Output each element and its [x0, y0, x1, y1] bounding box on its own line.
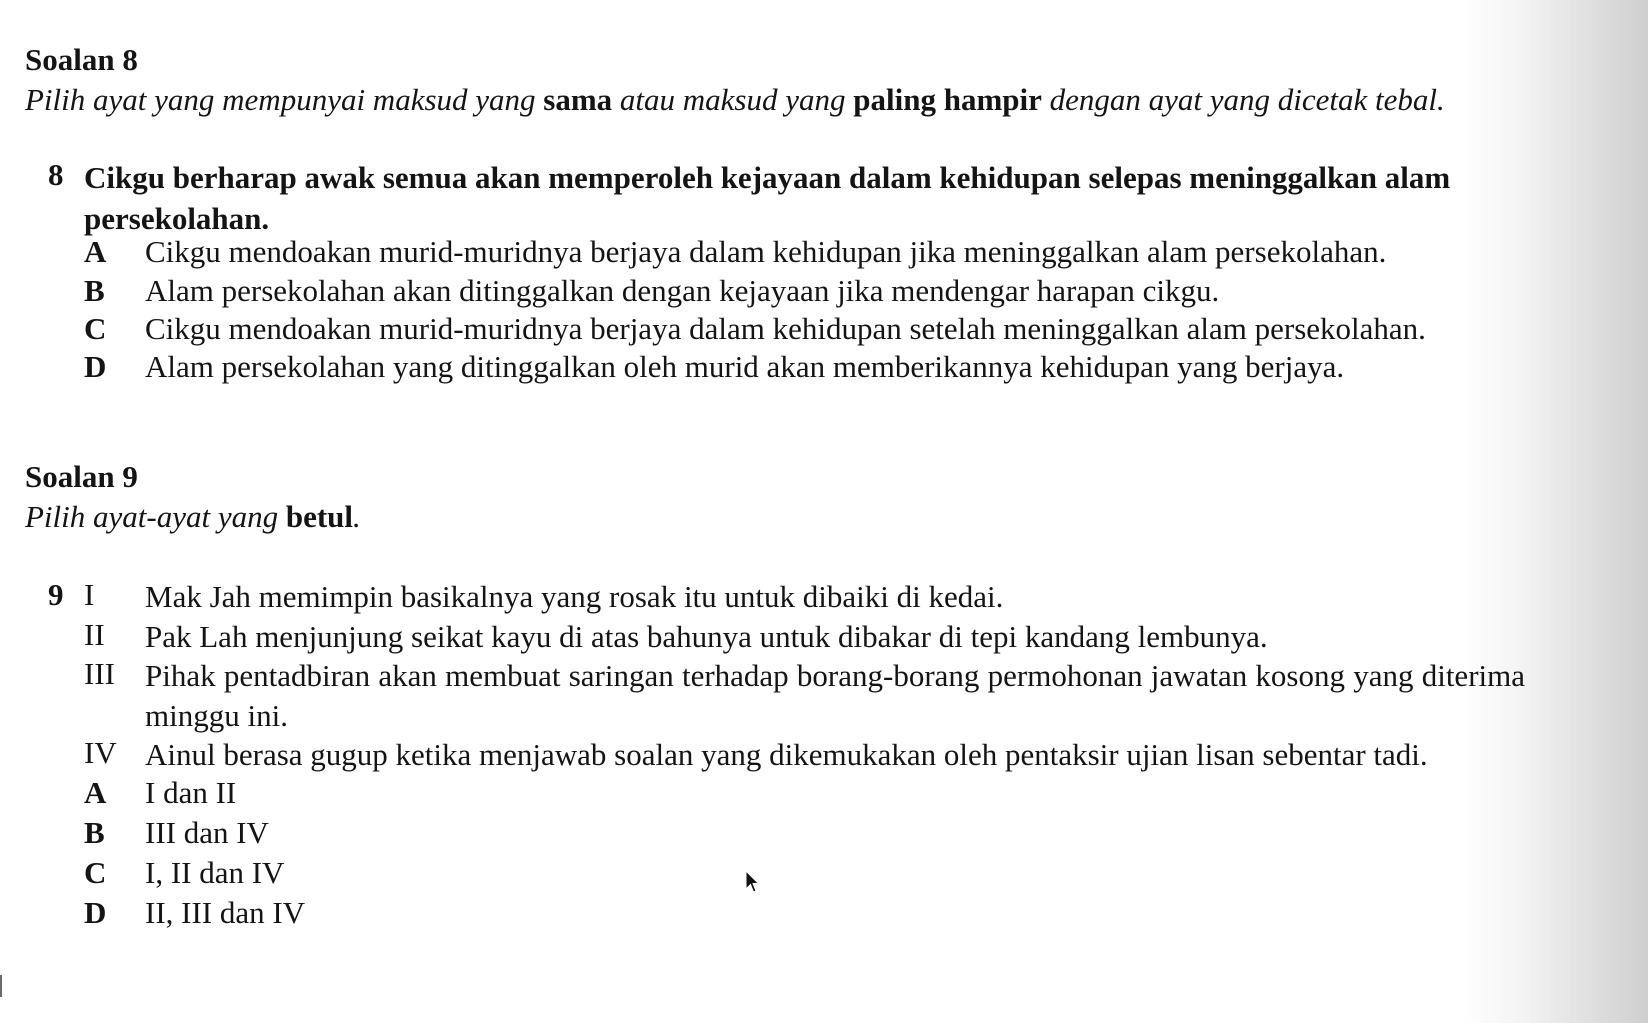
option-text: III dan IV [145, 815, 269, 850]
instruction-bold-text: sama [543, 82, 613, 117]
instruction-bold-text: betul [285, 499, 354, 534]
option-text: Cikgu mendoakan murid-muridnya berjaya dalam kehidupan setelah meninggalkan alam persekolahan. [145, 311, 1426, 346]
option-text: I dan II [145, 775, 237, 810]
option-text: Alam persekolahan akan ditinggalkan dengan kejayaan jika mendengar harapan cikgu. [145, 273, 1220, 308]
option-letter: D [84, 349, 107, 384]
option-letter: B [84, 815, 105, 850]
option-letter: D [84, 895, 107, 930]
instruction-text: Pilih ayat-ayat yang [25, 499, 286, 534]
instruction-text: atau maksud yang [612, 82, 854, 117]
question-9-heading: Soalan 9 [25, 459, 138, 494]
statement-numeral: III [84, 656, 115, 691]
option-letter: C [84, 311, 107, 346]
question-8-instruction [25, 82, 1445, 118]
instruction-text: dengan ayat yang dicetak tebal. [1041, 82, 1445, 117]
statement-text: Pihak pentadbiran akan membuat saringan terhadap borang-borang permohonan jawatan kosong yang diterima minggu ini. [145, 658, 1525, 733]
question-9-instruction [25, 499, 361, 535]
option-text: II, III dan IV [145, 895, 306, 930]
statement-text: Ainul berasa gugup ketika menjawab soalan yang dikemukakan oleh pentaksir ujian lisan sebentar tadi. [145, 737, 1428, 772]
option-letter: C [84, 855, 107, 890]
statement-numeral: II [84, 617, 105, 652]
option-letter: A [84, 775, 107, 810]
option-letter: B [84, 273, 105, 308]
instruction-bold-text: paling hampir [853, 82, 1042, 117]
question-8-heading: Soalan 8 [25, 42, 138, 77]
option-text: Cikgu mendoakan murid-muridnya berjaya dalam kehidupan jika meninggalkan alam persekolahan. [145, 234, 1387, 269]
instruction-text: . [353, 499, 361, 534]
option-letter: A [84, 234, 107, 269]
instruction-text: Pilih ayat yang mempunyai maksud yang [25, 82, 544, 117]
question-8-number: 8 [48, 157, 64, 192]
statement-numeral: IV [84, 735, 117, 770]
option-text: I, II dan IV [145, 855, 285, 890]
statement-text: Mak Jah memimpin basikalnya yang rosak itu untuk dibaiki di kedai. [145, 579, 1004, 614]
statement-numeral: I [84, 577, 95, 612]
option-text: Alam persekolahan yang ditinggalkan oleh murid akan memberikannya kehidupan yang berjaya. [145, 349, 1345, 384]
page-edge-mark [0, 975, 2, 997]
statement-text: Pak Lah menjunjung seikat kayu di atas bahunya untuk dibakar di tepi kandang lembunya. [145, 619, 1268, 654]
question-9-number: 9 [48, 577, 64, 612]
mouse-pointer-icon [745, 870, 759, 894]
question-8-stem: Cikgu berharap awak semua akan memperoleh kejayaan dalam kehidupan selepas meninggalkan alam persekolahan. [84, 160, 1451, 236]
